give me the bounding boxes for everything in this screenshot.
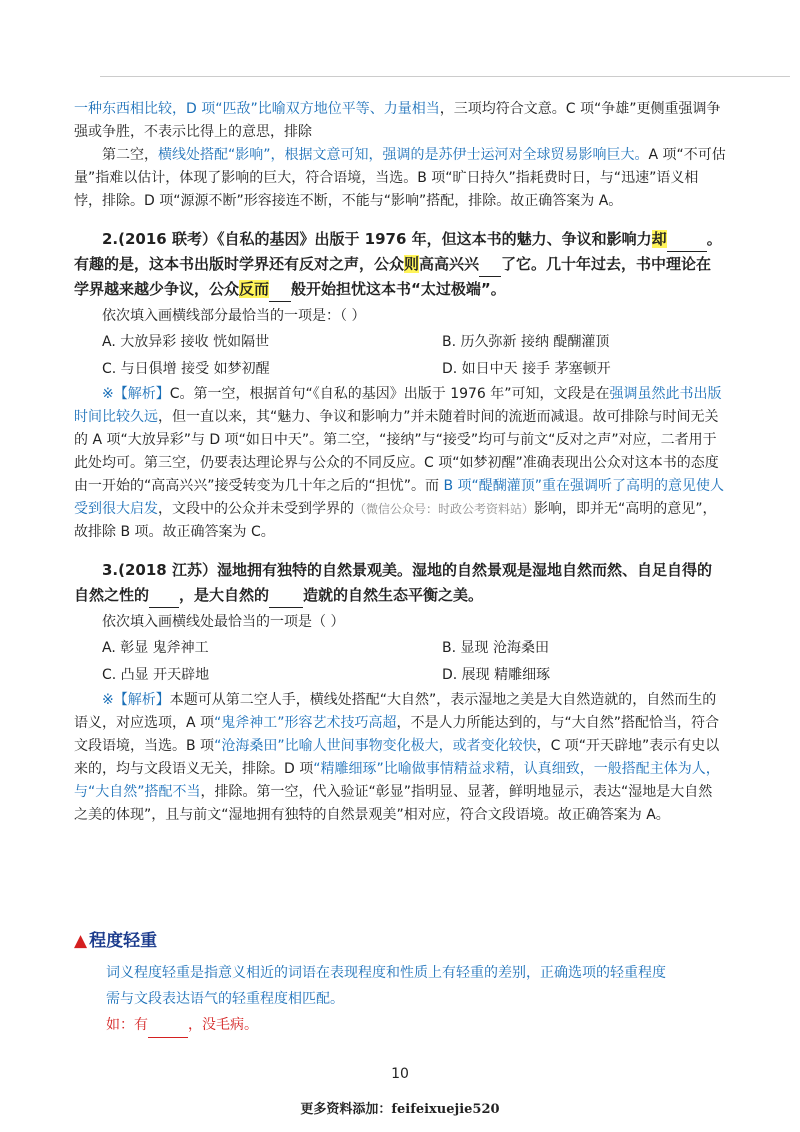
highlight-word-3: 反而 [239,280,270,298]
question-3-prompt: 依次填入画横线处最恰当的一项是（ ） [102,614,345,630]
question-2-stem: 2.(2016 联考）《自私的基因》出版于 1976 年，但这本书的魅力、争议和影响力却 。有趣的是，这本书出版时学界还有反对之声，公众则高高兴兴 了它。几十年过去，书中理论在学界越来越少争议，公众反而 般开始担忧这本书“太过极端”。 [74,227,726,302]
blank-2 [269,590,303,608]
footer-contact: 更多资料添加：feifeixuejie520 [300,1102,500,1117]
header-rule [100,76,790,77]
example-blank [148,1020,188,1038]
option-c: C. 与日俱增 接受 如梦初醒 [102,361,270,377]
highlight-word-1: 却 [651,230,667,248]
blank-3 [269,284,291,302]
continued-highlight-1: 一种东西相比较，D 项“匹敌”比喻双方地位平等、力量相当 [74,101,440,117]
watermark-text: （微信公众号：时政公考资料站） [354,502,535,516]
option-b: B. 显现 沧海桑田 [442,640,549,656]
section-example: 如：有 ，没毛病。 [106,1012,666,1038]
option-d: D. 展现 精雕细琢 [442,667,551,683]
section-title: ▲ 程度轻重 [74,931,158,951]
question-2-options [74,329,726,383]
question-3-options [74,635,726,689]
option-a: A. 大放异彩 接收 恍如隔世 [102,334,270,350]
blank-1 [667,234,707,252]
analysis-label: ※【解析】 [102,386,170,402]
option-c: C. 凸显 开天辟地 [102,667,210,683]
question-3-stem: 3.(2018 江苏）湿地拥有独特的自然景观美。湿地的自然景观是湿地自然而然、自足自得的自然之性的 ，是大自然的 造就的自然生态平衡之美。 [74,558,726,608]
option-d: D. 如日中天 接手 茅塞顿开 [442,361,611,377]
question-2-prompt: 依次填入画横线部分最恰当的一项是：（ ） [102,308,366,324]
blank-1 [149,590,179,608]
question-3-analysis: ※【解析】本题可从第二空人手，横线处搭配“大自然”，表示湿地之美是大自然造就的，自然而生的语义，对应选项，A 项“鬼斧神工”形容艺术技巧高超，不是人力所能达到的，与“大自然”搭配恰当，符合文段语境，当选。B 项“沧海桑田”比喻人世间事物变化极大，或者变化较快，C 项“开天辟地”表示有史以来的，均与文段语义无关，排除。D 项“精雕细琢”比喻做事情精益求精，认真细致，一般搭配主体为人，与“大自然”搭配不当，排除。第一空，代入验证“彰显”指明显、显著，鲜明地显示，表达“湿地是大自然之美的体现”，且与前文“湿地拥有独特的自然景观美”相对应，符合文段语境。故正确答案为 A。 [74,692,720,823]
highlight-word-2: 则 [404,255,420,273]
section-note [106,960,666,1038]
page-number: 10 [391,1066,409,1082]
blank-2 [479,259,501,277]
continued-highlight-2: 横线处搭配“影响”，根据文意可知，强调的是苏伊士运河对全球贸易影响巨大。 [158,147,649,163]
section-description: 词义程度轻重是指意义相近的词语在表现程度和性质上有轻重的差别，正确选项的轻重程度需与文段表达语气的轻重程度相匹配。 [106,965,666,1007]
continued-paragraph-2: 第二空，横线处搭配“影响”，根据文意可知，强调的是苏伊士运河对全球贸易影响巨大。A 项“不可估量”指难以估计，体现了影响的巨大，符合语境，当选。B 项“旷日持久”指耗费时日，与“迅速”语义相悖，排除。D 项“源源不断”形容接连不断，不能与“影响”搭配，排除。故正确答案为 A。 [74,147,726,209]
analysis-label: ※【解析】 [102,692,170,708]
triangle-icon: ▲ [74,931,88,951]
option-b: B. 历久弥新 接纳 醍醐灌顶 [442,334,610,350]
continued-paragraph-1: 一种东西相比较，D 项“匹敌”比喻双方地位平等、力量相当，三项均符合文意。C 项“争雄”更侧重强调争强或争胜，不表示比得上的意思，排除 [74,101,721,140]
question-2-analysis: ※【解析】C。第一空，根据首句“《自私的基因》出版于 1976 年”可知，文段是在强调虽然此书出版时间比较久远，但一直以来，其“魅力、争议和影响力”并未随着时间的流逝而减退。故可排除与时间无关的 A 项“大放异彩”与 D 项“如日中天”。第二空，“接纳”与“接受”均可与前文“反对之声”对应，二者用于此处均可。第三空，仍要表达理论界与公众的不同反应。C 项“如梦初醒”准确表现出公众对这本书的态度由一开始的“高高兴兴”接受转变为几十年之后的“担忧”。而 B 项“醍醐灌顶”重在强调听了高明的意见使人受到很大启发，文段中的公众并未受到学界的（微信公众号：时政公考资料站）影响，即并无“高明的意见”，故排除 B 项。故正确答案为 C。 [74,386,725,540]
option-a: A. 彰显 鬼斧神工 [102,640,209,656]
page-content [74,98,726,827]
